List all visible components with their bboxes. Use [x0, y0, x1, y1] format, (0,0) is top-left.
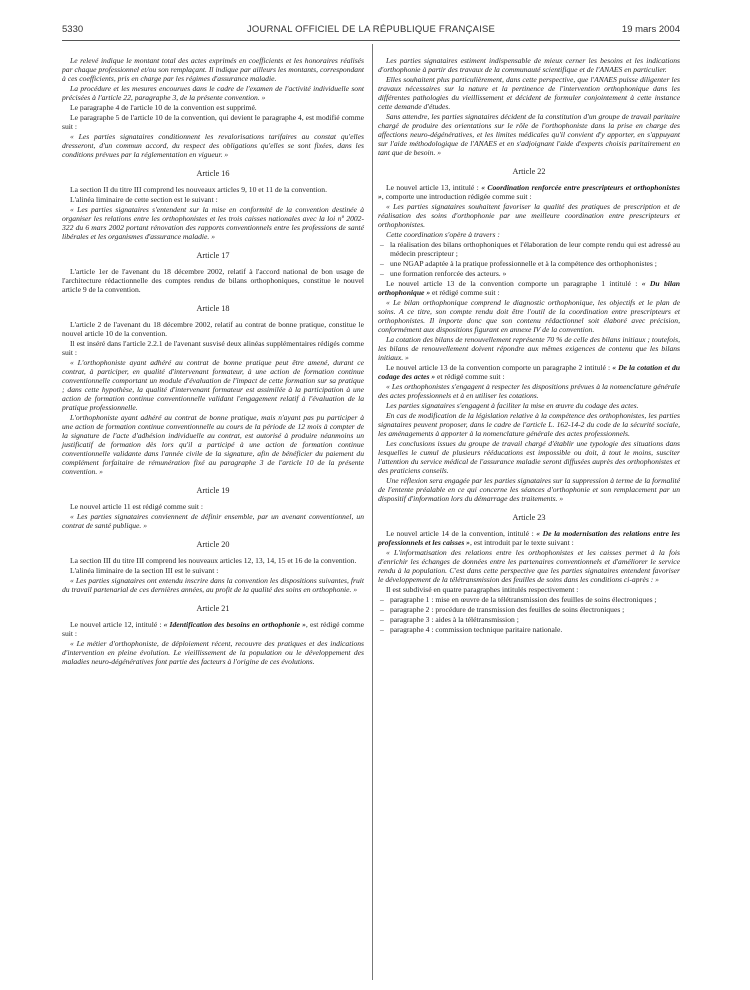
article-heading: Article 21 [196, 604, 230, 613]
article-heading: Article 18 [196, 304, 230, 313]
quoted-paragraph: Les parties signataires s'engagent à faciliter la mise en œuvre du codage des actes. [386, 401, 639, 410]
paragraph: L'article 2 de l'avenant du 18 décembre 2002, relatif au contrat de bonne pratique, constitue le nouvel article 10 de la convention. [62, 320, 364, 338]
paragraph: La section II du titre III comprend les nouveaux articles 9, 10 et 11 de la convention. [70, 185, 327, 194]
quoted-paragraph: « Les parties signataires conditionnent les revalorisations tarifaires au constat qu'elles dresseront, d'un commun accord, du respect des obligations qu'elles se sont fixées, dans les conditions prévues par la réglementation en vigueur. » [62, 132, 364, 159]
article-title: « Coordination renforcée entre prescripteurs et orthophonistes » [378, 183, 681, 201]
quoted-paragraph: Le relevé indique le montant total des actes exprimés en coefficients et les honoraires réalisés par chaque professionnel et/ou son remplaçant. Il indique par ailleurs les montants, correspondant à ces coefficients, pris en charge par les régimes d'assurance maladie. [62, 56, 364, 83]
list-item [378, 240, 680, 258]
paragraph: L'alinéa liminaire de cette section est le suivant : [70, 195, 218, 204]
page-header [62, 24, 680, 40]
quoted-paragraph: L'orthophoniste ayant adhéré au contrat de bonne pratique, mais n'ayant pas pu participer à une action de formation continue conventionnelle au cours de la période de 12 mois à compter de la signature de l'acte d'adhésion individuelle au contrat, est autorisé à produire néanmoins un justificatif de formation dès lors qu'il a participé à une action de formation continue conventionnelle validante dans l'année civile de la signature, afin de bénéficier du paiement du complément forfaitaire de rémunération fixé au paragraphe 3 de l'article 10 de la présente convention. » [62, 413, 364, 476]
quoted-paragraph: Cette coordination s'opère à travers : [386, 230, 500, 239]
quoted-paragraph: En cas de modification de la législation relative à la compétence des orthophonistes, les parties signataires peuvent proposer, dans le cadre de l'article L. 162-14-2 du code de la sécurité sociale, les aménagements à apporter à la nomenclature générale des actes professionnels. [378, 411, 680, 438]
quoted-paragraph: « Les parties signataires s'entendent sur la mise en conformité de la convention destinée à organiser les relations entre les orthophonistes et les trois caisses nationales avec la loi nº 2002-322 du 6 mars 2002 portant rénovation des rapports conventionnels entre les professions de santé libérales et les organismes d'assurance maladie. » [62, 205, 364, 241]
list-dash: – [380, 240, 384, 249]
paragraph: Il est inséré dans l'article 2.2.1 de l'avenant susvisé deux alinéas supplémentaires rédigés comme suit : [62, 339, 364, 357]
list-item [378, 615, 680, 624]
paragraph: Il est subdivisé en quatre paragraphes intitulés respectivement : [386, 585, 579, 594]
paragraph: L'alinéa liminaire de la section III est le suivant : [70, 566, 219, 575]
article-heading: Article 17 [196, 251, 230, 260]
list-dash: – [380, 259, 384, 268]
paragraph-text: et rédigé comme suit : [435, 372, 505, 381]
paragraph-text: et rédigé comme suit : [430, 288, 500, 297]
quoted-paragraph: Elles souhaitent plus particulièrement, dans cette perspective, que l'ANAES puisse diligenter les travaux nécessaires sur la nature et la pertinence de l'intervention orthophonique dans les différentes pathologies du vieillissement et décident de formuler conjointement à cette instance cette demande d'études. [378, 75, 680, 111]
publication-date: 19 mars 2004 [621, 24, 680, 35]
quoted-paragraph: La cotation des bilans de renouvellement représente 70 % de celle des bilans initiaux ; toutefois, les bilans de renouvellement doivent répondre aux mêmes exigences de contenu que les bilans initiaux. » [378, 335, 680, 362]
list-dash: – [380, 269, 384, 278]
list-dash: – [380, 625, 384, 634]
list-item-text: paragraphe 3 : aides à la télétransmission ; [390, 615, 519, 624]
quoted-paragraph: Les conclusions issues du groupe de travail chargé d'établir une typologie des situations dans lesquelles le cumul de plusieurs rééducations est impossible ou doit, à tout le moins, susciter l'attention du service médical de l'assurance maladie seront diffusées auprès des orthophonistes et des praticiens conseils. [378, 439, 680, 475]
list-item [378, 595, 680, 604]
quoted-paragraph: « Les parties signataires conviennent de définir ensemble, par un avenant conventionnel, un contrat de santé publique. » [62, 512, 364, 530]
quoted-paragraph: Une réflexion sera engagée par les parties signataires sur la suppression à terme de la formalité de l'entente préalable en ce qui concerne les séances d'orthophonie et son remplacement par un dispositif d'information lors du démarrage des traitements. » [378, 476, 680, 503]
paragraph-with-title [378, 279, 680, 297]
article-title: « Identification des besoins en orthophonie » [163, 620, 306, 629]
list-item-text: une NGAP adaptée à la pratique professionnelle et à la compétence des orthophonistes ; [390, 259, 657, 268]
quoted-paragraph: « L'informatisation des relations entre les orthophonistes et les caisses permet à la fois d'enrichir les échanges de données entre les partenaires conventionnels et d'améliorer le service rendu à la population. C'est dans cette perspective que les parties signataires entendent favoriser le développement de la télétransmission des feuilles de soins dans les conditions ci-après : » [378, 548, 680, 584]
article-heading: Article 16 [196, 169, 230, 178]
paragraph: Le paragraphe 4 de l'article 10 de la convention est supprimé. [70, 103, 257, 112]
quoted-paragraph: « Les parties signataires ont entendu inscrire dans la convention les dispositions suivantes, fruit du travail partenarial de ces dernières années, au profit de la qualité des soins en orthophonie. » [62, 576, 364, 594]
left-column [62, 56, 364, 667]
list-item-text: une formation renforcée des acteurs. » [390, 269, 507, 278]
paragraph-text: , est rédigé comme suit : [62, 620, 364, 638]
article-heading: Article 19 [196, 486, 230, 495]
quoted-paragraph: « L'orthophoniste ayant adhéré au contrat de bonne pratique peut être amené, durant ce contrat, à participer, en qualité d'intervenant formateur, à une action de formation continue conventionnelle comportant un module d'évaluation de l'impact de cette formation sur sa pratique ; dans cette hypothèse, la qualité d'intervenant formateur est assimilée à la participation à une action de formation continue conventionnelle validant l'engagement relatif à l'évaluation de la pratique professionnelle. [62, 358, 364, 412]
paragraph-with-title [378, 529, 680, 547]
list-item-text: paragraphe 2 : procédure de transmission des feuilles de soins électroniques ; [390, 605, 625, 614]
quoted-paragraph: « Le métier d'orthophoniste, de déploiement récent, recouvre des pratiques et des indications d'intervention en pleine évolution. Le vieillissement de la population ou le développement des maladies neuro-dégénératives font partie des facteurs à l'origine de ces évolutions. [62, 639, 364, 666]
paragraph-with-title [62, 620, 364, 638]
paragraph-text: Le nouvel article 13, intitulé : [386, 183, 482, 192]
list-item [378, 625, 680, 634]
list-dash: – [380, 595, 384, 604]
paragraph-text: Le nouvel article 13 de la convention comporte un paragraphe 1 intitulé : [386, 279, 642, 288]
paragraph-text: Le nouvel article 12, intitulé : [70, 620, 164, 629]
quoted-paragraph: Les parties signataires estiment indispensable de mieux cerner les besoins et les indications d'orthophonie à partir des travaux de la communauté scientifique et de l'ANAES en particulier. [378, 56, 680, 74]
quoted-paragraph: Sans attendre, les parties signataires décident de la constitution d'un groupe de travail paritaire chargé de produire des orientations sur le rôle de l'orthophoniste dans la prise en charge des affections neuro-dégénératives, et les limites médicales qu'il convient d'y apporter, en s'appuyant sur l'aide méthodologique de l'ANAES et en s'adjoignant l'aide d'experts choisis paritairement en tant que de besoin. » [378, 112, 680, 157]
article-title: « Du bilan orthophonique » [378, 279, 680, 297]
paragraph: Le paragraphe 5 de l'article 10 de la convention, qui devient le paragraphe 4, est modifié comme suit : [62, 113, 364, 131]
list-item [378, 605, 680, 614]
quoted-paragraph: « Les orthophonistes s'engagent à respecter les dispositions prévues à la nomenclature générale des actes professionnels et à en utiliser les cotations. [378, 382, 680, 400]
paragraph: L'article 1er de l'avenant du 18 décembre 2002, relatif à l'accord national de bon usage de l'architecture rédactionnelle des comptes rendus de bilans orthophoniques, constitue le nouvel article 9 de la convention. [62, 267, 364, 294]
list-dash: – [380, 615, 384, 624]
right-column [378, 56, 680, 635]
column-divider [372, 44, 373, 980]
article-heading: Article 22 [512, 167, 546, 176]
header-rule [62, 40, 680, 41]
list-dash: – [380, 605, 384, 614]
list-item [378, 269, 680, 278]
quoted-paragraph: La procédure et les mesures encourues dans le cadre de l'examen de l'activité individuelle sont précisées à l'article 22, paragraphe 3, de la présente convention. » [62, 84, 364, 102]
article-heading: Article 23 [512, 513, 546, 522]
paragraph: Le nouvel article 11 est rédigé comme suit : [70, 502, 203, 511]
article-heading: Article 20 [196, 540, 230, 549]
list-item-text: la réalisation des bilans orthophoniques et l'élaboration de leur compte rendu qui est adressé au médecin prescripteur ; [390, 240, 680, 258]
paragraph-text: Le nouvel article 13 de la convention comporte un paragraphe 2 intitulé : [386, 363, 613, 372]
paragraph-text: , est introduit par le texte suivant : [469, 538, 574, 547]
page-number: 5330 [62, 24, 84, 35]
paragraph: La section III du titre III comprend les nouveaux articles 12, 13, 14, 15 et 16 de la convention. [70, 556, 357, 565]
paragraph-with-title [378, 183, 680, 201]
article-title: « De la modernisation des relations entre les professionnels et les caisses » [378, 529, 680, 547]
paragraph-with-title [378, 363, 680, 381]
list-item [378, 259, 680, 268]
quoted-paragraph: « Le bilan orthophonique comprend le diagnostic orthophonique, les objectifs et le plan de soins. A ce titre, son compte rendu doit être l'outil de la coordination entre prescripteurs et orthophonistes. Il importe donc que son contenu rédactionnel soit élaboré avec précision, conformément aux dispositions figurant en annexe IV de la convention. [378, 298, 680, 334]
list-item-text: paragraphe 4 : commission technique paritaire nationale. [390, 625, 563, 634]
quoted-paragraph: « Les parties signataires souhaitent favoriser la qualité des pratiques de prescription et de réalisation des soins d'orthophonie par une meilleure coordination entre prescripteurs et orthophonistes. [378, 202, 680, 229]
paragraph-text: Le nouvel article 14 de la convention, intitulé : [386, 529, 537, 538]
article-title: « De la cotation et du codage des actes » [378, 363, 680, 381]
journal-title: JOURNAL OFFICIEL DE LA RÉPUBLIQUE FRANÇAISE [246, 24, 496, 35]
list-item-text: paragraphe 1 : mise en œuvre de la télétransmission des feuilles de soins électroniques ; [390, 595, 657, 604]
paragraph-text: , comporte une introduction rédigée comme suit : [381, 192, 532, 201]
